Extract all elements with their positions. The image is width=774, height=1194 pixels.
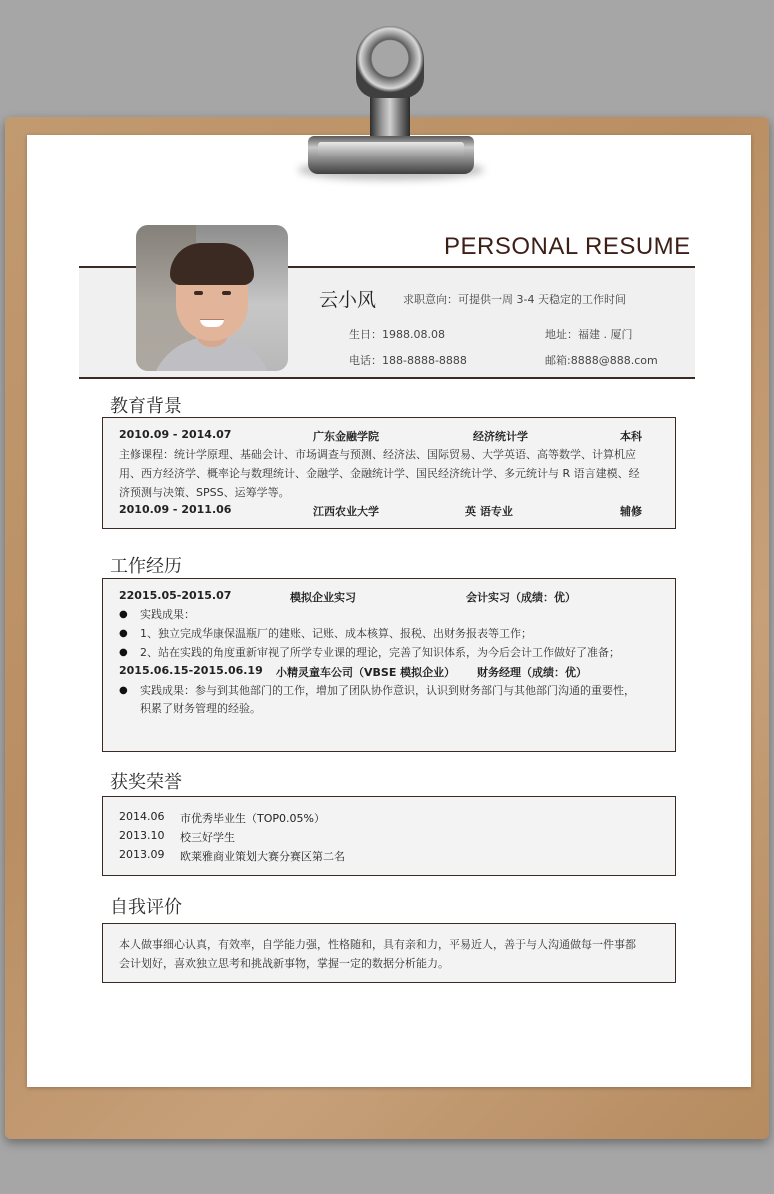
education-title: 教育背景 bbox=[110, 396, 182, 417]
bullet-icon: ● bbox=[119, 685, 128, 696]
award-text: 校三好学生 bbox=[180, 831, 235, 844]
self-text bbox=[119, 935, 659, 973]
candidate-name: 云小风 bbox=[319, 289, 377, 311]
course-line: 主修课程：统计学原理、基础会计、市场调查与预测、经济法、国际贸易、大学英语、高等数学、计算机应 bbox=[119, 448, 636, 461]
job-bullet bbox=[140, 682, 635, 718]
work-title: 工作经历 bbox=[110, 556, 182, 577]
resume-title: PERSONAL RESUME bbox=[444, 233, 691, 260]
edu-major: 经济统计学 bbox=[473, 430, 528, 443]
job-period: 22015.05-2015.07 bbox=[119, 589, 232, 602]
edu-school: 江西农业大学 bbox=[313, 505, 379, 518]
edu-period: 2010.09 - 2011.06 bbox=[119, 503, 232, 516]
email: 邮箱:8888@888.com bbox=[545, 354, 658, 367]
phone: 电话：188-8888-8888 bbox=[349, 354, 467, 367]
job-bullet-line: 实践成果：参与到其他部门的工作，增加了团队协作意识，认识到财务部门与其他部门沟通的重要性， bbox=[140, 684, 635, 697]
job-role: 会计实习（成绩：优） bbox=[466, 591, 576, 604]
edu-degree: 辅修 bbox=[620, 505, 642, 518]
edu-major: 英 语专业 bbox=[465, 505, 513, 518]
course-line: 用、西方经济学、概率论与数理统计、金融学、金融统计学、国民经济统计学、多元统计与 R 语言建模、经 bbox=[119, 467, 640, 480]
work-box bbox=[102, 578, 676, 752]
bullet-icon: ● bbox=[119, 609, 128, 620]
job-company: 小精灵童车公司（VBSE 模拟企业） bbox=[276, 666, 456, 679]
bullet-icon: ● bbox=[119, 628, 128, 639]
self-line: 本人做事细心认真，有效率，自学能力强，性格随和，具有亲和力，平易近人，善于与人沟通做每一件事都 bbox=[119, 938, 636, 951]
header-bottom-rule bbox=[79, 377, 695, 379]
award-date: 2014.06 bbox=[119, 810, 165, 823]
self-title: 自我评价 bbox=[110, 897, 182, 918]
self-box bbox=[102, 923, 676, 983]
course-line: 济预测与决策、SPSS、运筹学等。 bbox=[119, 486, 290, 499]
job-bullet-line: 积累了财务管理的经验。 bbox=[140, 702, 261, 715]
awards-title: 获奖荣誉 bbox=[110, 772, 182, 793]
job-bullet: 1、独立完成华康保温瓶厂的建账、记账、成本核算、报税、出财务报表等工作； bbox=[140, 627, 532, 640]
job-intent: 求职意向：可提供一周 3-4 天稳定的工作时间 bbox=[403, 293, 626, 306]
award-date: 2013.10 bbox=[119, 829, 165, 842]
job-bullet: 2、站在实践的角度重新审视了所学专业课的理论，完善了知识体系，为今后会计工作做好了准备； bbox=[140, 646, 620, 659]
edu-period: 2010.09 - 2014.07 bbox=[119, 428, 232, 441]
edu-school: 广东金融学院 bbox=[313, 430, 379, 443]
awards-box bbox=[102, 796, 676, 876]
award-text: 欧莱雅商业策划大赛分赛区第二名 bbox=[180, 850, 345, 863]
job-company: 模拟企业实习 bbox=[290, 591, 356, 604]
job-bullet: 实践成果： bbox=[140, 608, 195, 621]
edu-degree: 本科 bbox=[620, 430, 642, 443]
education-box bbox=[102, 417, 676, 529]
job-role: 财务经理（成绩：优） bbox=[477, 666, 587, 679]
clip-plate bbox=[318, 142, 464, 156]
edu-courses bbox=[119, 445, 659, 502]
job-period: 2015.06.15-2015.06.19 bbox=[119, 664, 263, 677]
self-line: 会计划好，喜欢独立思考和挑战新事物，掌握一定的数据分析能力。 bbox=[119, 957, 449, 970]
award-date: 2013.09 bbox=[119, 848, 165, 861]
award-text: 市优秀毕业生（TOP0.05%） bbox=[180, 812, 325, 825]
address: 地址：福建 . 厦门 bbox=[545, 328, 633, 341]
profile-photo bbox=[136, 225, 288, 371]
bullet-icon: ● bbox=[119, 647, 128, 658]
clip-ring-icon bbox=[356, 26, 424, 98]
birth-date: 生日：1988.08.08 bbox=[349, 328, 445, 341]
